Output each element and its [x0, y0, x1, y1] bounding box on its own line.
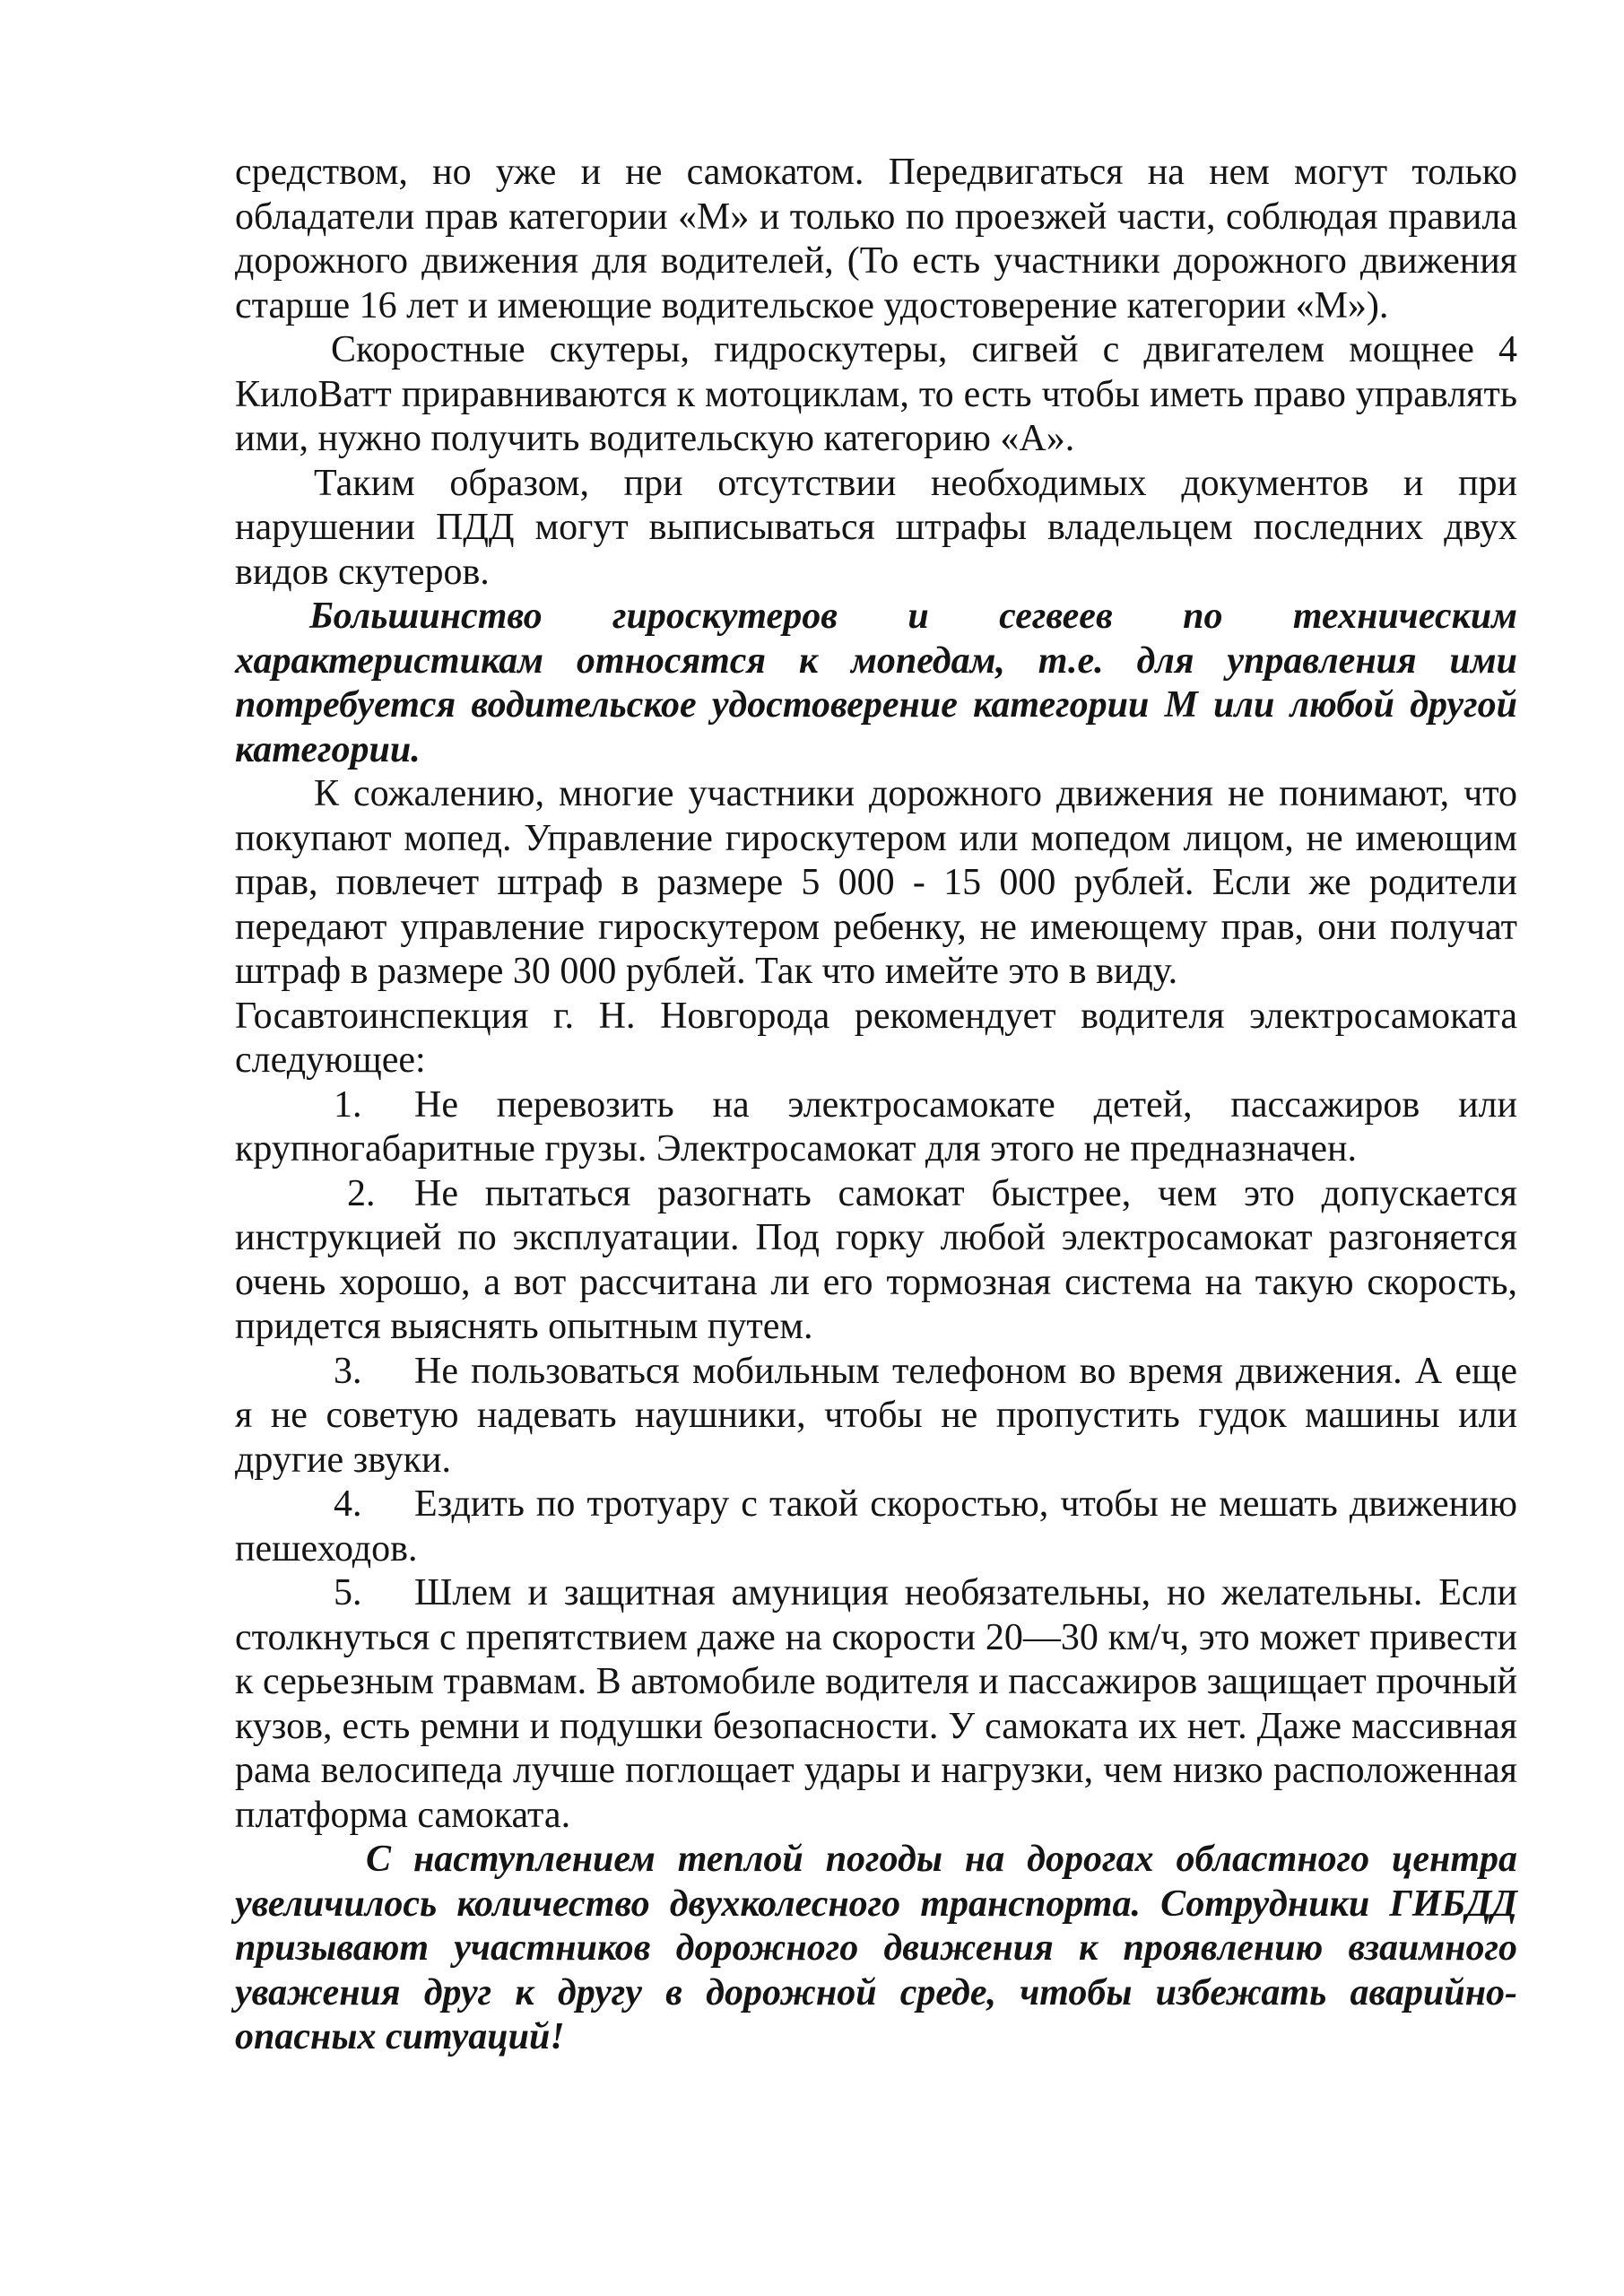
list-text: Не перевозить на электросамокате детей, пассажиров или крупногабаритные грузы. Электросамокат для этого не предназначен. [235, 1083, 1517, 1170]
list-item-1 [235, 1083, 1517, 1172]
list-number: 3. [334, 1350, 362, 1392]
list-number: 5. [334, 1572, 362, 1613]
paragraph-regret: К сожалению, многие участники дорожного движения не понимают, что покупают мопед. Управление гироскутером или мопедом лицом, не имеющим прав, повлечет штраф в размере 5 000 - 15 000 рублей. Если же родители передают управление гироскутером ребенку, не имеющему прав, они получат штраф в размере 30 000 рублей. Так что имейте это в виду. [235, 773, 1517, 992]
list-text: Ездить по тротуару с такой скоростью, чтобы не мешать движению пешеходов. [235, 1483, 1517, 1570]
list-text: Шлем и защитная амуниция необязательны, но желательны. Если столкнуться с препятствием даже на скорости 20—30 км/ч, это может привести к серьезным травмам. В автомобиле водителя и пассажиров защищает прочный кузов, есть ремни и подушки безопасности. У самоката их нет. Даже массивная рама велосипеда лучше поглощает удары и нагрузки, чем низко расположенная платформа самоката. [235, 1572, 1517, 1836]
paragraph-recommendation: Госавтоинспекция г. Н. Новгорода рекомендует водителя электросамоката следующее: [235, 995, 1517, 1081]
paragraph-continuation: средством, но уже и не самокатом. Передвигаться на нем могут только обладатели прав категории «М» и только по проезжей части, соблюдая правила дорожного движения для водителей, (То есть участники дорожного движения старше 16 лет и имеющие водительское удостоверение категории «М»). [235, 152, 1517, 326]
paragraph-scooters: Скоростные скутеры, гидроскутеры, сигвей с двигателем мощнее 4 КилоВатт приравниваются к мотоциклам, то есть чтобы иметь право управлять ими, нужно получить водительскую категорию «А». [235, 329, 1517, 459]
list-text: Не пользоваться мобильным телефоном во время движения. А еще я не советую надевать наушники, чтобы не пропустить гудок машины или другие звуки. [235, 1350, 1517, 1481]
list-item-2 [235, 1172, 1517, 1350]
list-number: 1. [334, 1083, 362, 1126]
paragraph-gyroscooters-bold: Большинство гироскутеров и сегвеев по техническим характеристикам относятся к мопедам, т.е. для управления ими потребуется водительское удостоверение категории М или любой другой категории. [235, 596, 1517, 770]
list-item-4 [235, 1483, 1517, 1571]
paragraph-conclusion-bold: С наступлением теплой погоды на дорогах областного центра увеличилось количество двухколесного транспорта. Сотрудники ГИБДД призывают участников дорожного движения к проявлению взаимного уважения друг к другу в дорожной среде, чтобы избежать аварийно-опасных ситуаций! [235, 1839, 1517, 2057]
list-number: 4. [334, 1483, 362, 1525]
document-page [235, 151, 1517, 2060]
list-item-5 [235, 1571, 1517, 1838]
list-item-3 [235, 1350, 1517, 1483]
list-text: Не пытаться разогнать самокат быстрее, чем это допускается инструкцией по эксплуатации. Под горку любой электросамокат разгоняется очень хорошо, а вот рассчитана ли его тормозная система на такую скорость, придется выяснять опытным путем. [235, 1172, 1517, 1347]
paragraph-fines: Таким образом, при отсутствии необходимых документов и при нарушении ПДД могут выписываться штрафы владельцем последних двух видов скутеров. [235, 462, 1517, 593]
list-number: 2. [347, 1172, 376, 1214]
